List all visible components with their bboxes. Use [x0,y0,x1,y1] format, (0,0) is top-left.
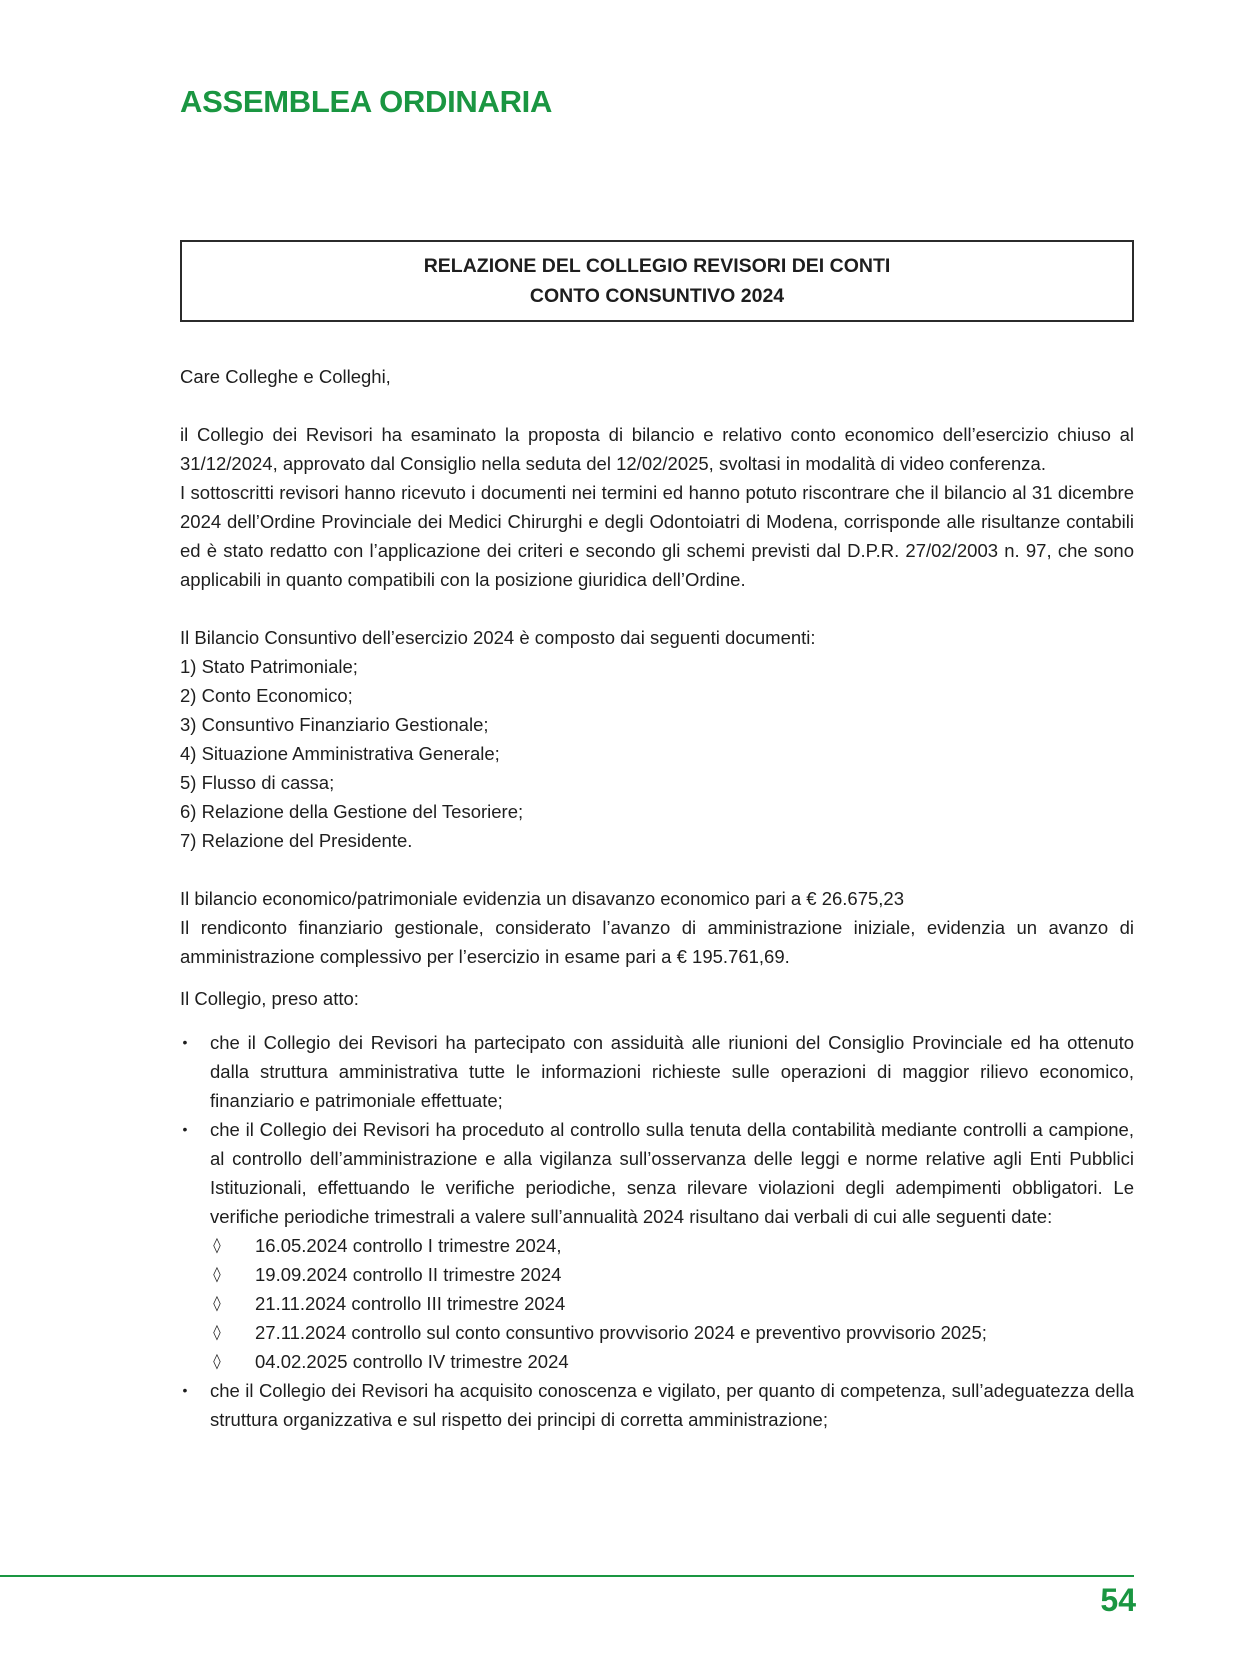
list-item: 1) Stato Patrimoniale; [180,656,358,677]
list-item: 6) Relazione della Gestione del Tesoriere; [180,801,524,822]
footer-divider [0,1575,1134,1577]
verification-date: 04.02.2025 controllo IV trimestre 2024 [255,1351,569,1372]
findings-list [180,1028,1134,1434]
list-item: 4) Situazione Amministrativa Generale; [180,743,500,764]
list-item: 2) Conto Economico; [180,685,353,706]
verification-date: 27.11.2024 controllo sul conto consuntivo provvisorio 2024 e preventivo provvisorio 2025; [255,1322,987,1343]
report-body [180,362,1134,1434]
page-number: 54 [1100,1582,1136,1618]
verification-dates-list [210,1231,1134,1376]
bullet-icon: • [182,1034,188,1050]
list-item [210,1260,1134,1289]
paragraph-examination: il Collegio dei Revisori ha esaminato la proposta di bilancio e relativo conto economico dell’esercizio chiuso al 31/12/2024, approvato dal Consiglio nella seduta del 12/02/2025, svoltasi in modalità di video conferenza. [180,424,1134,474]
list-item [210,1347,1134,1376]
section-title: ASSEMBLEA ORDINARIA [180,84,553,119]
diamond-icon: ◊ [213,1265,221,1283]
list-item: 3) Consuntivo Finanziario Gestionale; [180,714,489,735]
list-item [210,1318,1134,1347]
list-item: 5) Flusso di cassa; [180,772,335,793]
finding-text: che il Collegio dei Revisori ha proceduto al controllo sulla tenuta della contabilità mediante controlli a campione, al controllo dell’amministrazione e alla vigilanza sull’osservanza delle leggi e norme relative agli Enti Pubblici Istituzionali, effettuando le verifiche periodiche, senza rilevare violazioni degli adempimenti obbligatori. Le verifiche periodiche trimestrali a valere sull’annualità 2024 risultano dai verbali di cui alle seguenti date: [210,1119,1134,1227]
verification-date: 21.11.2024 controllo III trimestre 2024 [255,1293,566,1314]
list-item [210,1289,1134,1318]
diamond-icon: ◊ [213,1323,221,1341]
list-item [180,1376,1134,1434]
diamond-icon: ◊ [213,1294,221,1312]
bullet-icon: • [182,1121,188,1137]
documents-intro: Il Bilancio Consuntivo dell’esercizio 2024 è composto dai seguenti documenti: [180,627,816,648]
list-item: 7) Relazione del Presidente. [180,830,413,851]
list-item [180,1115,1134,1376]
report-title-line-2: CONTO CONSUNTIVO 2024 [529,285,785,307]
diamond-icon: ◊ [213,1236,221,1254]
bullet-icon: • [182,1382,188,1398]
list-item [180,1028,1134,1115]
report-title-line-1: RELAZIONE DEL COLLEGIO REVISORI DEI CONTI [423,255,891,277]
finding-text: che il Collegio dei Revisori ha partecipato con assiduità alle riunioni del Consiglio Provinciale ed ha ottenuto dalla struttura amministrativa tutte le informazioni richieste sulle operazioni di maggior rilievo economico, finanziario e patrimoniale effettuate; [210,1032,1134,1111]
list-item [210,1231,1134,1260]
disavanzo-statement: Il bilancio economico/patrimoniale evidenzia un disavanzo economico pari a € 26.675,23 [180,888,905,909]
verification-date: 19.09.2024 controllo II trimestre 2024 [255,1264,562,1285]
documents-list [180,652,1134,855]
finding-text: che il Collegio dei Revisori ha acquisito conoscenza e vigilato, per quanto di competenza, sull’adeguatezza della struttura organizzativa e sul rispetto dei principi di corretta amministrazione; [210,1380,1134,1430]
avanzo-statement: Il rendiconto finanziario gestionale, considerato l’avanzo di amministrazione iniziale, evidenzia un avanzo di amministrazione complessivo per l’esercizio in esame pari a € 195.761,69. [180,917,1134,967]
diamond-icon: ◊ [213,1352,221,1370]
report-title-box [180,240,1134,322]
paragraph-documents-received: I sottoscritti revisori hanno ricevuto i documenti nei termini ed hanno potuto riscontrare che il bilancio al 31 dicembre 2024 dell’Ordine Provinciale dei Medici Chirurghi e degli Odontoiatri di Modena, corrisponde alle risultanze contabili ed è stato redatto con l’applicazione dei criteri e secondo gli schemi previsti dal D.P.R. 27/02/2003 n. 97, che sono applicabili in quanto compatibili con la posizione giuridica dell’Ordine. [180,482,1134,590]
greeting: Care Colleghe e Colleghi, [180,366,391,387]
verification-date: 16.05.2024 controllo I trimestre 2024, [255,1235,562,1256]
preso-atto-intro: Il Collegio, preso atto: [180,988,359,1009]
